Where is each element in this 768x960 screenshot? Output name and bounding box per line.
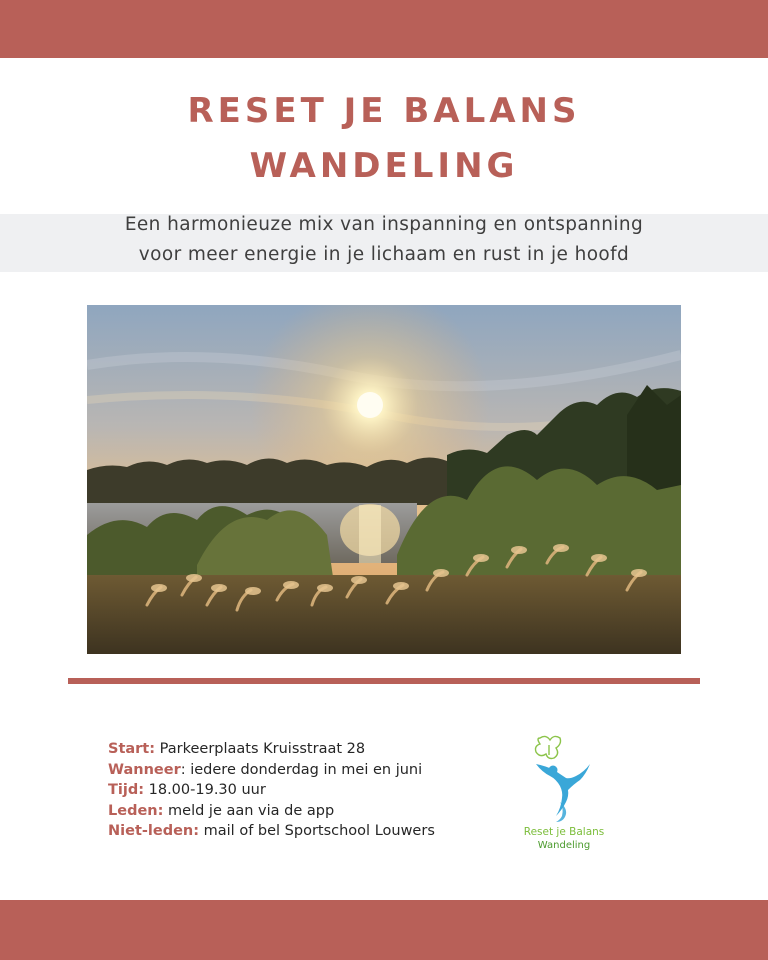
sunset-lake-photo [87,305,681,654]
info-row-leden [108,801,435,822]
bottom-band [0,900,768,960]
info-value: : iedere donderdag in mei en juni [180,761,423,778]
info-row-tijd [108,780,435,801]
event-info [108,739,435,842]
page-title-line-2: WANDELING [249,146,519,186]
top-band [0,0,768,58]
info-value: 18.00-19.30 uur [144,782,266,798]
walker-figure-icon [516,734,612,826]
info-value: Parkeerplaats Kruisstraat 28 [155,741,366,757]
info-value: meld je aan via de app [163,802,335,819]
divider-line [68,678,700,684]
logo-text-line-2: Wandeling [537,840,591,851]
subtitle-line-1: Een harmonieuze mix van inspanning en ontspanning [124,214,644,235]
info-row-start [108,739,435,760]
info-key: Leden: [108,802,164,819]
info-key: Niet-leden: [108,823,200,839]
subtitle-line-2: voor meer energie in je lichaam en rust in je hoofd [138,244,630,265]
logo [516,734,612,854]
info-key: Start: [108,741,156,757]
logo-text-line-1: Reset je Balans [523,826,605,838]
info-row-wanneer [108,760,435,781]
page-title-line-1: RESET JE BALANS [187,91,581,131]
info-key: Tijd: [108,782,145,798]
info-key: Wanneer [108,761,181,778]
info-row-niet-leden [108,821,435,842]
info-value: mail of bel Sportschool Louwers [199,823,435,839]
